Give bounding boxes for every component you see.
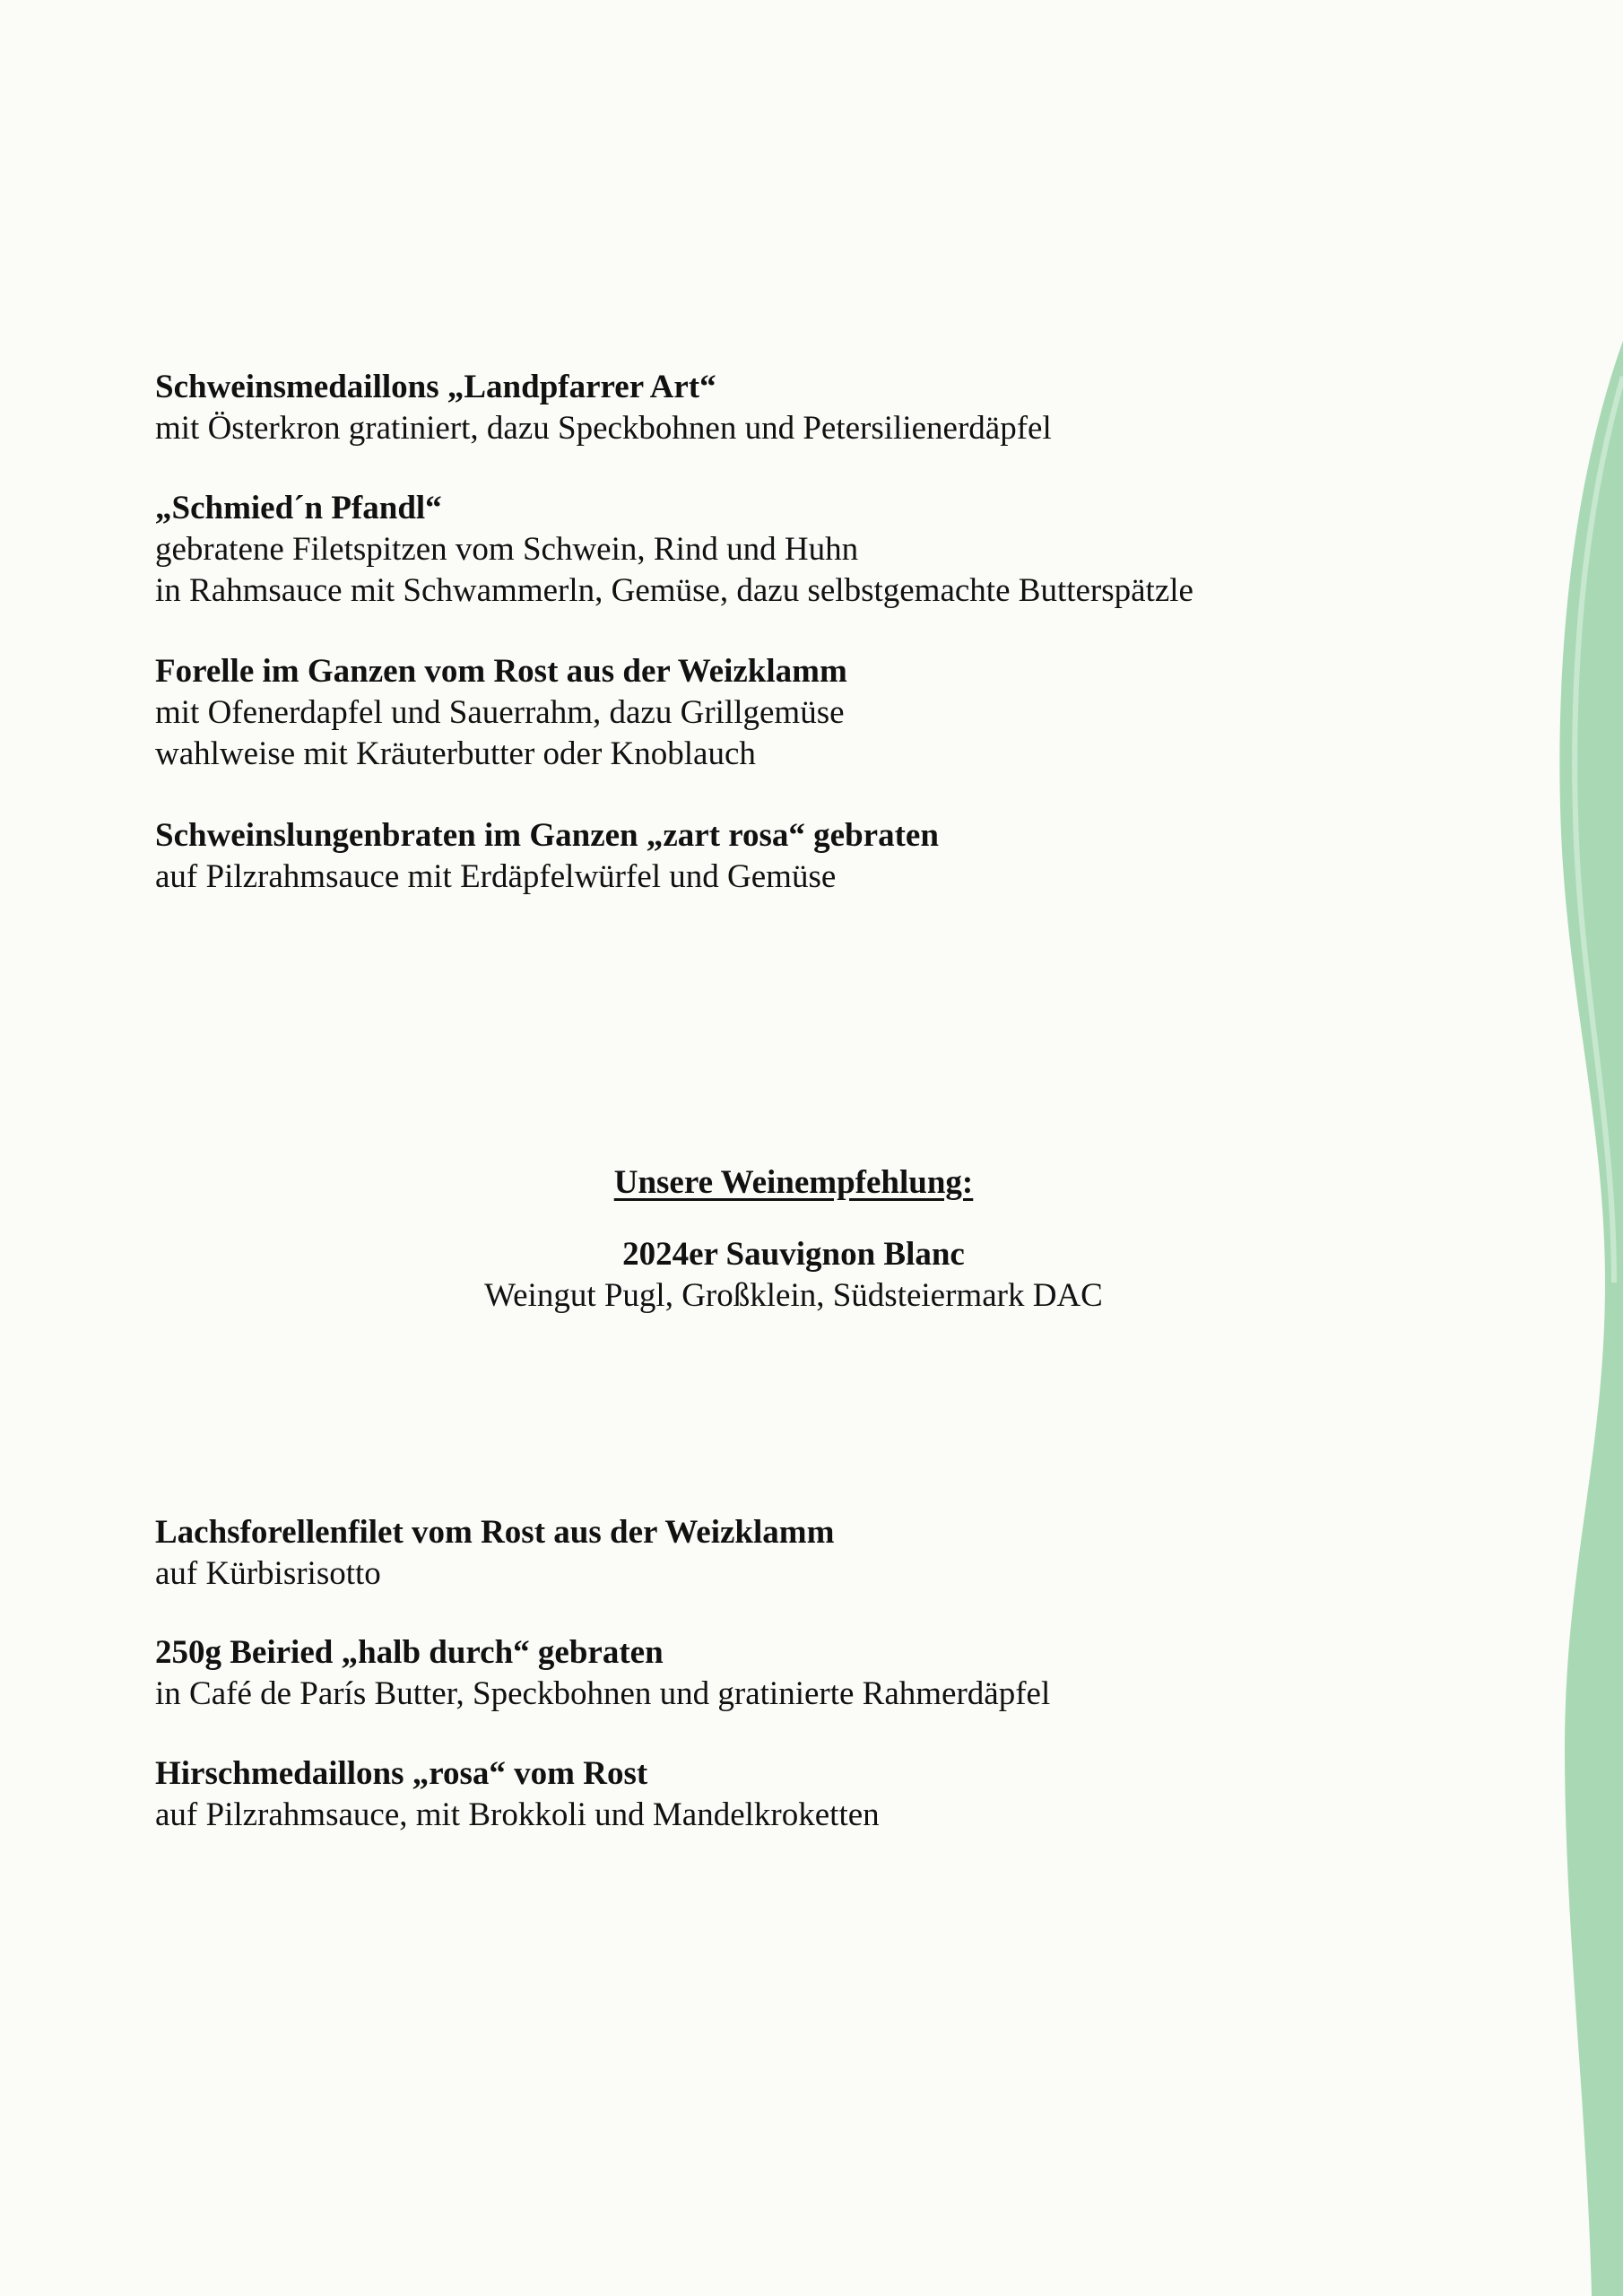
dish-schweinslungenbraten	[155, 815, 1393, 898]
dish-description: in Café de París Butter, Speckbohnen und gratinierte Rahmerdäpfel	[155, 1675, 1051, 1712]
dish-schweinsmedaillons	[155, 367, 1393, 449]
dish-beiried	[155, 1632, 1393, 1715]
wine-recommendation	[359, 1162, 1228, 1317]
dish-description: mit Ofenerdapfel und Sauerrahm, dazu Grillgemüse	[155, 694, 845, 731]
dish-name: Hirschmedaillons „rosa“ vom Rost	[155, 1755, 648, 1792]
dish-description: wahlweise mit Kräuterbutter oder Knoblauch	[155, 735, 756, 772]
dish-description: mit Österkron gratiniert, dazu Speckbohnen und Petersilienerdäpfel	[155, 410, 1052, 447]
dish-lachsforellenfilet	[155, 1512, 1393, 1595]
dish-name: Forelle im Ganzen vom Rost aus der Weizklamm	[155, 653, 847, 690]
wine-name: 2024er Sauvignon Blanc	[622, 1236, 965, 1273]
dish-name: Schweinslungenbraten im Ganzen „zart rosa“ gebraten	[155, 817, 939, 854]
wine-heading: Unsere Weinempfehlung:	[613, 1164, 974, 1201]
dish-schmiedn-pfandl	[155, 488, 1393, 612]
dish-name: Lachsforellenfilet vom Rost aus der Weizklamm	[155, 1514, 835, 1551]
dish-description: auf Pilzrahmsauce mit Erdäpfelwürfel und Gemüse	[155, 858, 837, 895]
dish-description: auf Kürbisrisotto	[155, 1555, 381, 1592]
dish-description: gebratene Filetspitzen vom Schwein, Rind und Huhn	[155, 531, 859, 568]
dish-forelle	[155, 651, 1393, 775]
dish-name: „Schmied´n Pfandl“	[155, 490, 442, 526]
green-wave-shape	[1559, 341, 1623, 2296]
dish-name: Schweinsmedaillons „Landpfarrer Art“	[155, 369, 716, 405]
dish-description: auf Pilzrahmsauce, mit Brokkoli und Mandelkroketten	[155, 1796, 880, 1833]
dish-hirschmedaillons	[155, 1753, 1393, 1836]
wine-origin: Weingut Pugl, Großklein, Südsteiermark DAC	[484, 1277, 1103, 1314]
dish-description: in Rahmsauce mit Schwammerln, Gemüse, dazu selbstgemachte Butterspätzle	[155, 572, 1193, 609]
dish-name: 250g Beiried „halb durch“ gebraten	[155, 1634, 664, 1671]
